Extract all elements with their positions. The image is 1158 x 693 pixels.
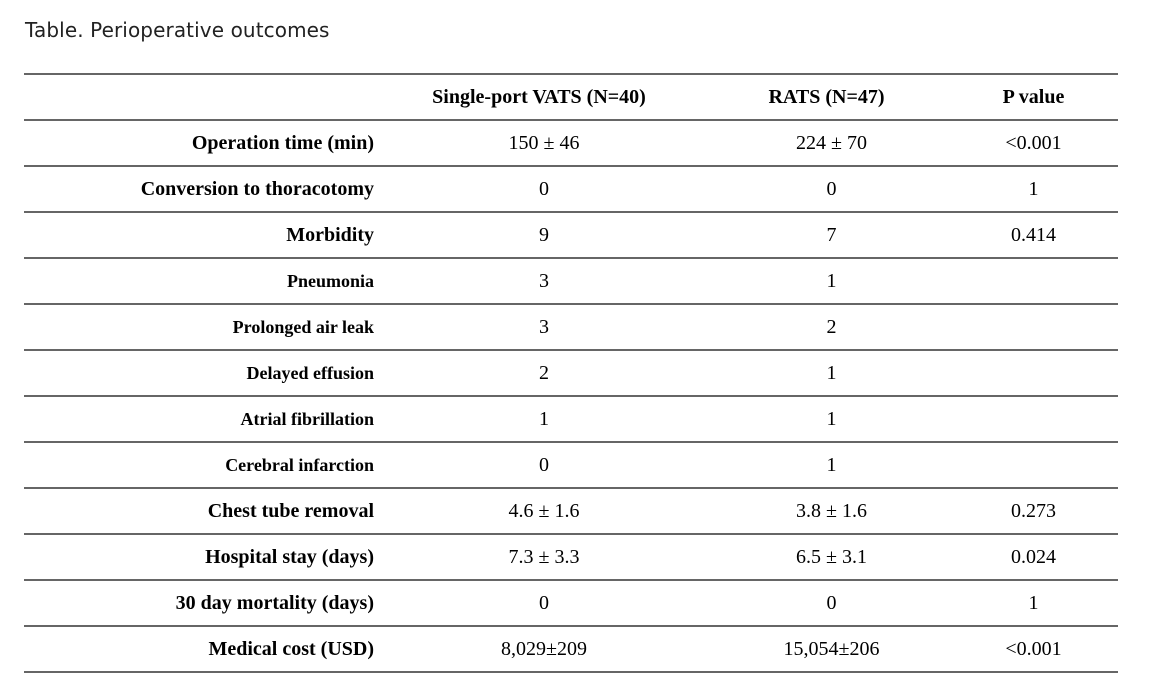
cell-rats: 1 bbox=[704, 258, 949, 304]
row-label: Hospital stay (days) bbox=[24, 534, 374, 580]
table-row bbox=[24, 396, 1118, 442]
header-p-value: P value bbox=[949, 74, 1118, 120]
row-label: Operation time (min) bbox=[24, 120, 374, 166]
row-label: Morbidity bbox=[24, 212, 374, 258]
cell-p-value bbox=[949, 396, 1118, 442]
table-row bbox=[24, 626, 1118, 672]
perioperative-outcomes-table bbox=[24, 73, 1118, 673]
cell-rats: 1 bbox=[704, 350, 949, 396]
table-row bbox=[24, 442, 1118, 488]
cell-single-port-vats: 1 bbox=[374, 396, 704, 442]
table-row bbox=[24, 488, 1118, 534]
table-caption: Table. Perioperative outcomes bbox=[25, 18, 330, 42]
header-blank bbox=[24, 74, 374, 120]
row-label: Prolonged air leak bbox=[24, 304, 374, 350]
table-row bbox=[24, 258, 1118, 304]
cell-p-value bbox=[949, 442, 1118, 488]
cell-single-port-vats: 4.6 ± 1.6 bbox=[374, 488, 704, 534]
cell-single-port-vats: 0 bbox=[374, 442, 704, 488]
table-row bbox=[24, 120, 1118, 166]
cell-rats: 3.8 ± 1.6 bbox=[704, 488, 949, 534]
table-row bbox=[24, 212, 1118, 258]
row-label: Conversion to thoracotomy bbox=[24, 166, 374, 212]
row-label: Atrial fibrillation bbox=[24, 396, 374, 442]
table-header-row bbox=[24, 74, 1118, 120]
cell-single-port-vats: 0 bbox=[374, 580, 704, 626]
cell-single-port-vats: 0 bbox=[374, 166, 704, 212]
cell-single-port-vats: 9 bbox=[374, 212, 704, 258]
row-label: Cerebral infarction bbox=[24, 442, 374, 488]
cell-p-value bbox=[949, 258, 1118, 304]
table-row bbox=[24, 350, 1118, 396]
cell-rats: 0 bbox=[704, 166, 949, 212]
table-row bbox=[24, 166, 1118, 212]
cell-rats: 0 bbox=[704, 580, 949, 626]
row-label: Chest tube removal bbox=[24, 488, 374, 534]
cell-rats: 1 bbox=[704, 396, 949, 442]
cell-rats: 224 ± 70 bbox=[704, 120, 949, 166]
cell-single-port-vats: 2 bbox=[374, 350, 704, 396]
cell-single-port-vats: 7.3 ± 3.3 bbox=[374, 534, 704, 580]
cell-p-value: 0.414 bbox=[949, 212, 1118, 258]
cell-p-value: 1 bbox=[949, 580, 1118, 626]
cell-p-value: 0.273 bbox=[949, 488, 1118, 534]
cell-rats: 1 bbox=[704, 442, 949, 488]
header-rats: RATS (N=47) bbox=[704, 74, 949, 120]
header-single-port-vats: Single-port VATS (N=40) bbox=[374, 74, 704, 120]
cell-rats: 15,054±206 bbox=[704, 626, 949, 672]
cell-p-value: 1 bbox=[949, 166, 1118, 212]
cell-rats: 7 bbox=[704, 212, 949, 258]
row-label: Medical cost (USD) bbox=[24, 626, 374, 672]
row-label: Delayed effusion bbox=[24, 350, 374, 396]
row-label: 30 day mortality (days) bbox=[24, 580, 374, 626]
row-label: Pneumonia bbox=[24, 258, 374, 304]
cell-p-value: <0.001 bbox=[949, 120, 1118, 166]
cell-single-port-vats: 8,029±209 bbox=[374, 626, 704, 672]
cell-p-value: <0.001 bbox=[949, 626, 1118, 672]
cell-p-value bbox=[949, 350, 1118, 396]
cell-rats: 2 bbox=[704, 304, 949, 350]
table-row bbox=[24, 580, 1118, 626]
cell-p-value: 0.024 bbox=[949, 534, 1118, 580]
table-row bbox=[24, 304, 1118, 350]
cell-rats: 6.5 ± 3.1 bbox=[704, 534, 949, 580]
cell-p-value bbox=[949, 304, 1118, 350]
cell-single-port-vats: 3 bbox=[374, 258, 704, 304]
table-row bbox=[24, 534, 1118, 580]
table-body bbox=[24, 120, 1118, 672]
cell-single-port-vats: 150 ± 46 bbox=[374, 120, 704, 166]
cell-single-port-vats: 3 bbox=[374, 304, 704, 350]
